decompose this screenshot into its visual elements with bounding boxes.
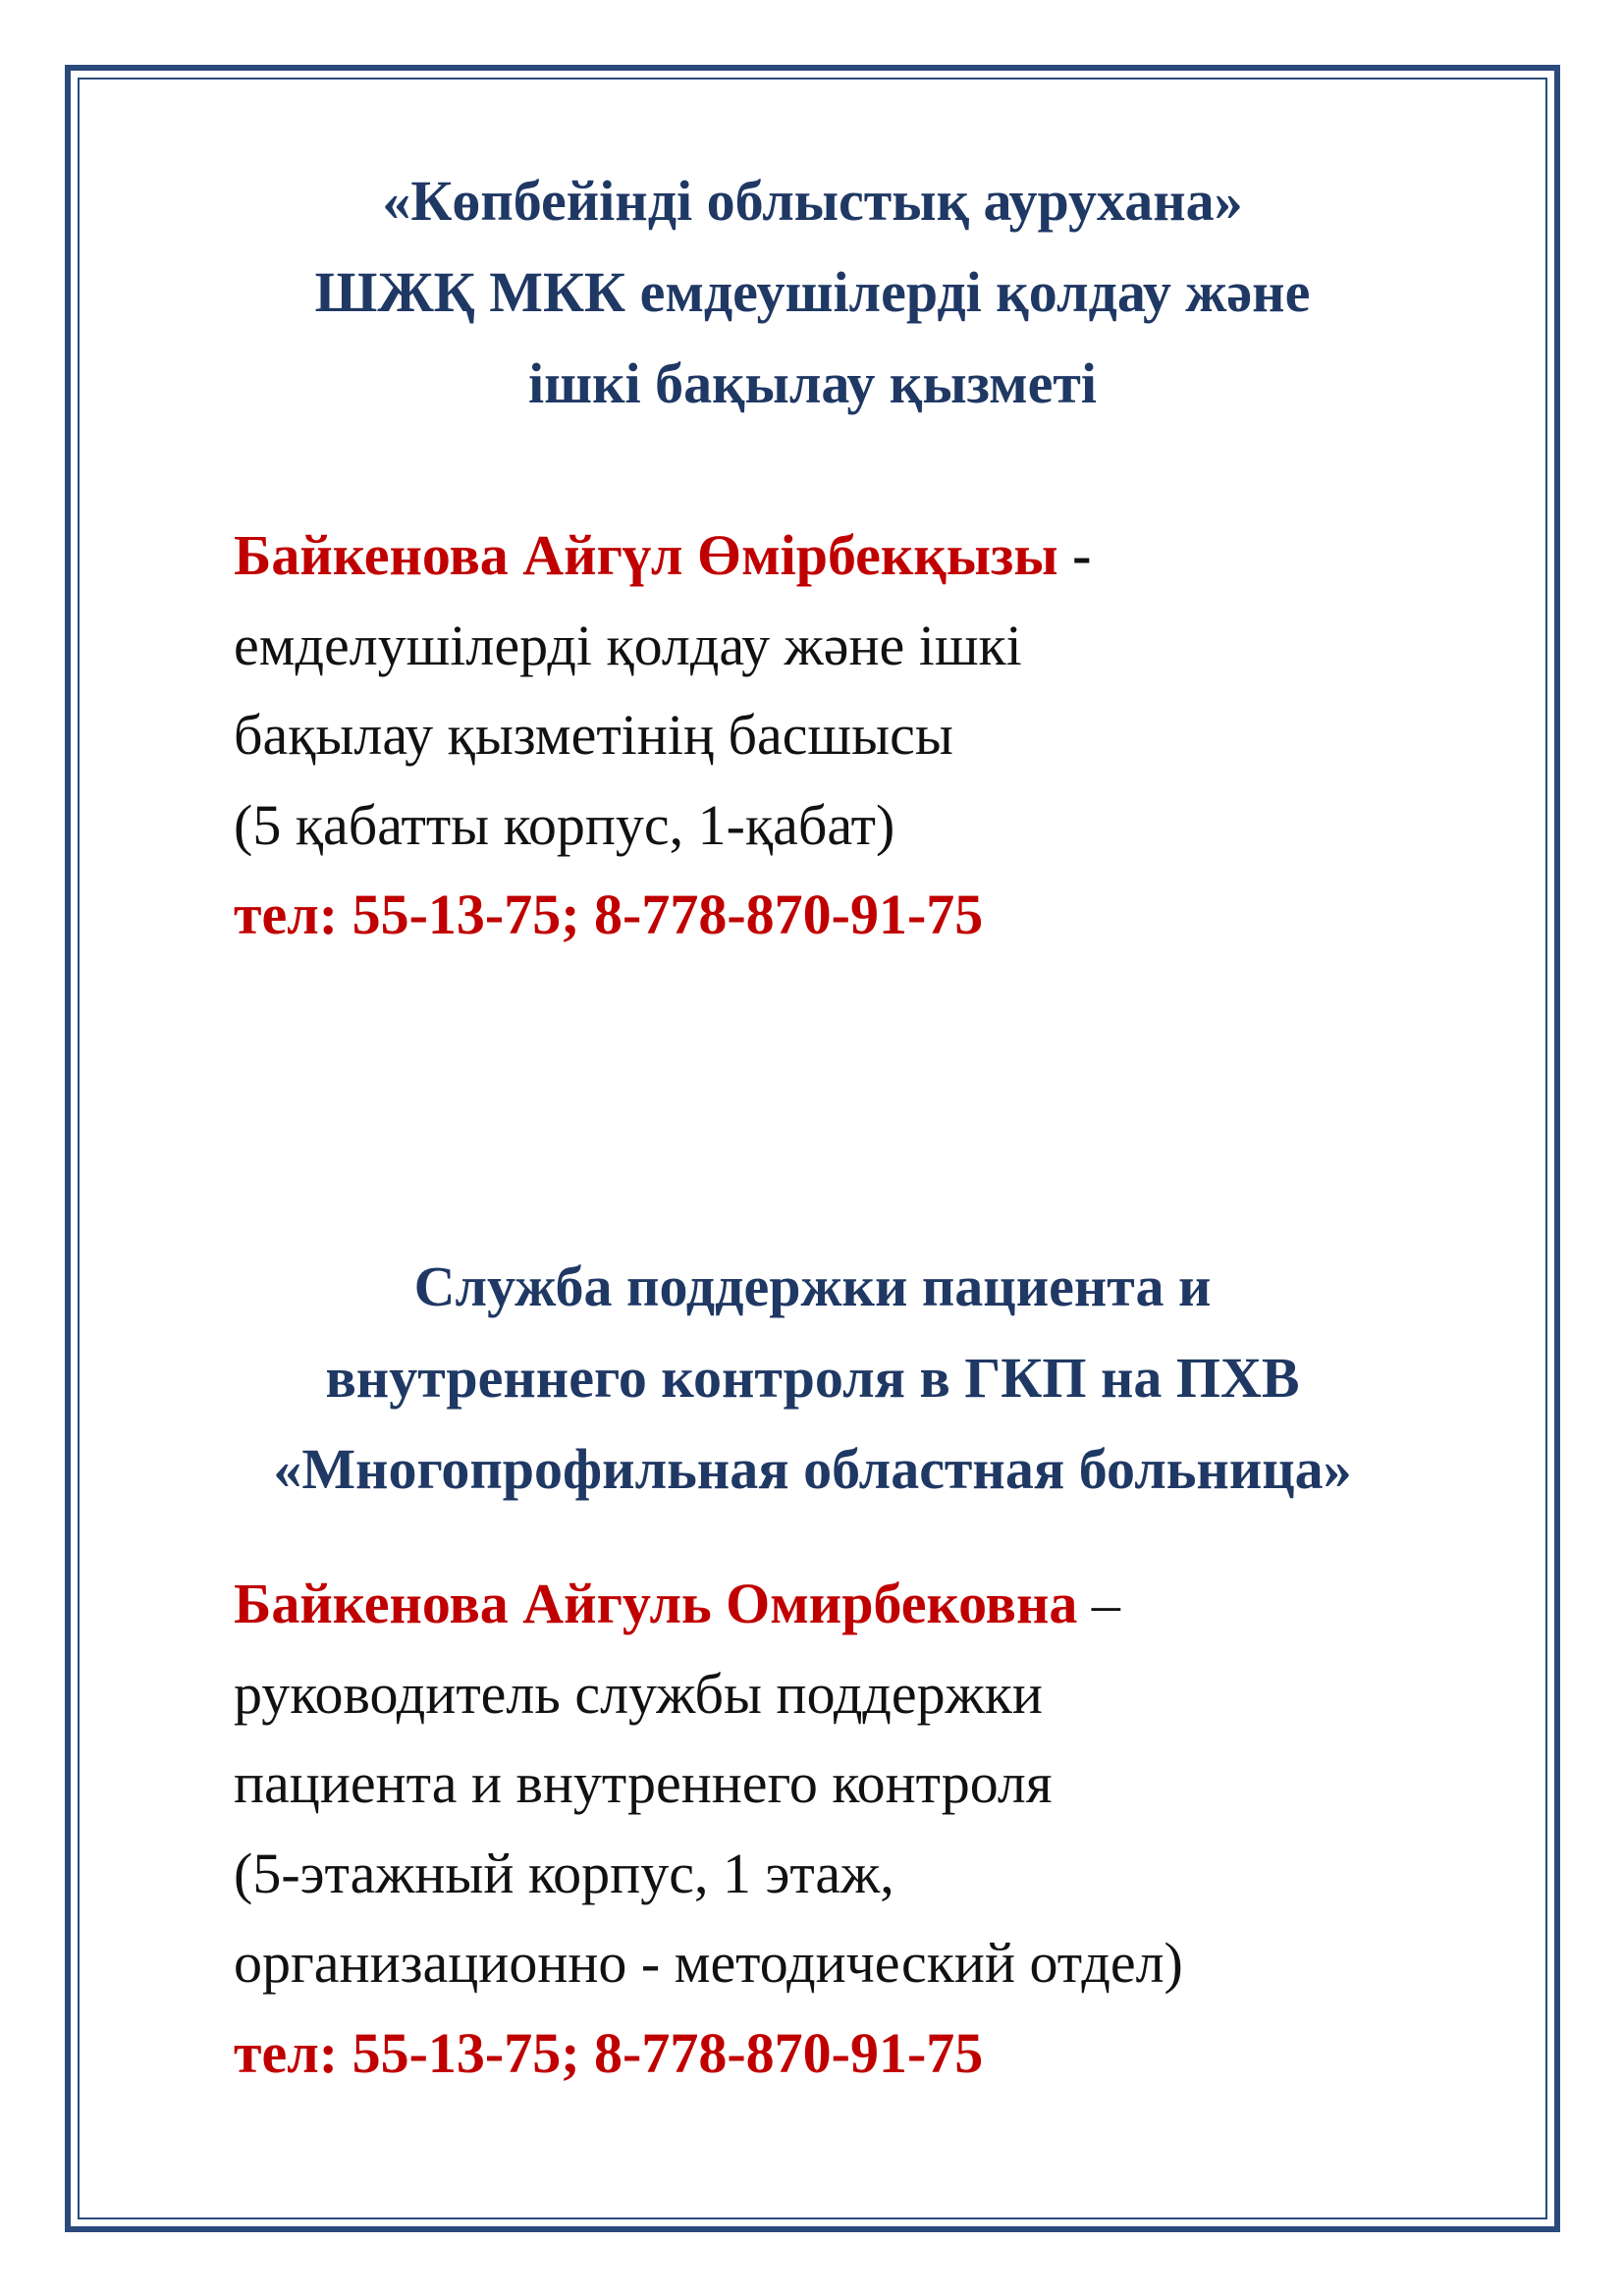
- russian-heading: [78, 1241, 1547, 1515]
- russian-name-line: [234, 1559, 1510, 1649]
- russian-phone: тел: 55-13-75; 8-778-870-91-75: [234, 2020, 984, 2085]
- kazakh-role-line-1: емделушілерді қолдау және ішкі: [234, 613, 1022, 677]
- kazakh-heading-line-3: ішкі бақылау қызметі: [528, 351, 1097, 415]
- russian-heading-line-2: внутреннего контроля в ГКП на ПХВ: [325, 1346, 1300, 1410]
- kazakh-name-separator: -: [1057, 523, 1092, 587]
- kazakh-heading-line-1: «Көпбейінді облыстық аурухана»: [382, 169, 1243, 233]
- russian-role-line-2: пациента и внутреннего контроля: [234, 1751, 1053, 1815]
- russian-location-line-1: (5-этажный корпус, 1 этаж,: [234, 1841, 894, 1905]
- kazakh-location-line: (5 қабатты корпус, 1-қабат): [234, 792, 895, 857]
- kazakh-heading-line-2: ШЖҚ МКК емдеушілерді қолдау және: [314, 260, 1311, 324]
- russian-heading-line-3: «Многопрофильная областная больница»: [273, 1437, 1352, 1501]
- russian-contact-block: [234, 1559, 1510, 2098]
- russian-role-line-1: руководитель службы поддержки: [234, 1661, 1043, 1726]
- kazakh-phone: тел: 55-13-75; 8-778-870-91-75: [234, 882, 984, 946]
- russian-heading-line-1: Служба поддержки пациента и: [413, 1255, 1212, 1318]
- kazakh-person-name: Байкенова Айгүл Өмірбекқызы: [234, 523, 1058, 587]
- russian-name-separator: –: [1077, 1572, 1120, 1635]
- kazakh-name-line: [234, 510, 1510, 601]
- russian-location-line-2: организационно - методический отдел): [234, 1931, 1183, 1995]
- kazakh-contact-block: [234, 510, 1510, 960]
- russian-person-name: Байкенова Айгуль Омирбековна: [234, 1572, 1078, 1635]
- kazakh-role-line-2: бақылау қызметінің басшысы: [234, 703, 953, 767]
- kazakh-heading: [78, 155, 1547, 429]
